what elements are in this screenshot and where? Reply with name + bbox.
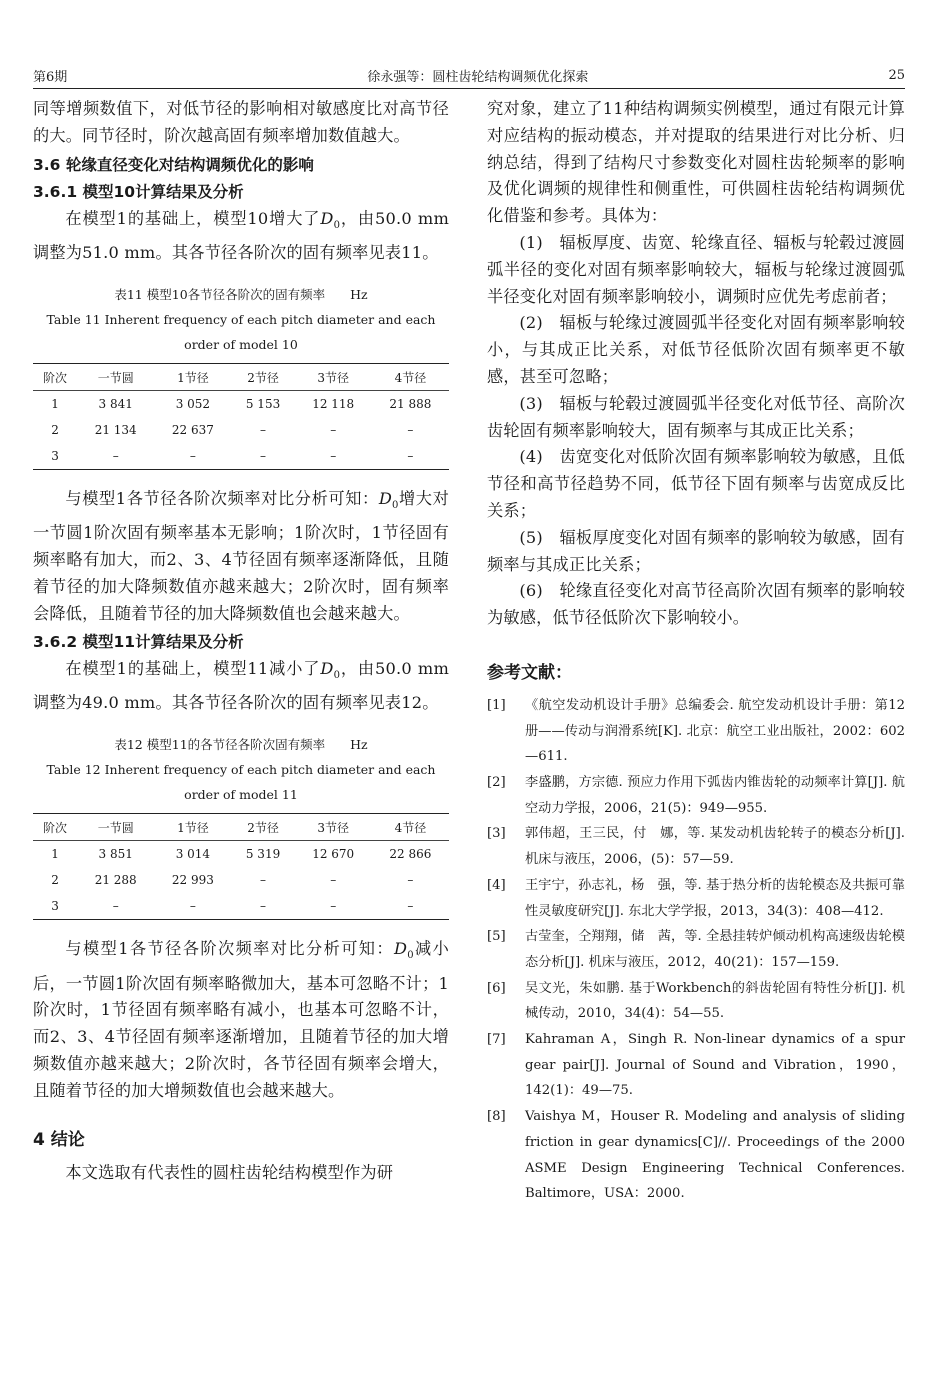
table-cell: 22 993 [171, 873, 214, 888]
table-cell: 3 052 [175, 397, 211, 412]
table-header-row [33, 814, 449, 841]
table-header-row [33, 364, 449, 391]
table-cell: 1 [51, 397, 59, 412]
reference-item: [5] 古莹奎，仝翔翔，储 茜，等. 全悬挂转炉倾动机构高速级齿轮模态分析[J]. 机床与液压，2012，40(21)：157—159. [487, 929, 905, 970]
header-rule [33, 88, 905, 89]
table-cell: – [407, 423, 414, 438]
column-header: 3节径 [317, 370, 350, 385]
table-row [33, 391, 449, 418]
table-cell: 22 866 [389, 847, 432, 862]
table-cell: 5 153 [245, 397, 281, 412]
column-header: 1节径 [177, 370, 209, 385]
page-number: 25 [888, 67, 905, 83]
table-cell: – [112, 899, 119, 914]
table-cell: 2 [51, 873, 59, 888]
column-header: 阶次 [43, 370, 68, 385]
reference-item: [2] 李盛鹏，方宗德. 预应力作用下弧齿内锥齿轮的动频率计算[J]. 航空动力学报，2006，21(5)：949—955. [487, 775, 905, 816]
table-cell: 3 841 [98, 397, 133, 412]
column-header: 2节径 [247, 820, 279, 835]
table-cell: 3 014 [175, 847, 211, 862]
paragraph: 究对象，建立了11种结构调频实例模型，通过有限元计算对应结构的振动模态，并对提取的结果进行对比分析、归纳总结，得到了结构尺寸参数变化对圆柱齿轮频率的影响及优化调频的规律性和侧重性，可供圆柱齿轮结构调频优化借鉴和参考。具体为： [487, 99, 905, 226]
table-row [33, 867, 449, 893]
column-header: 3节径 [317, 820, 350, 835]
table-caption-en: Table 11 Inherent frequency of each pitch diameter and each order of model 10 [46, 312, 436, 353]
reference-item: [6] 吴文光，朱如鹏. 基于Workbench的斜齿轮固有特性分析[J]. 机械传动，2010，34(4)：54—55. [487, 980, 905, 1022]
conclusion-item: (3) 辐板与轮毂过渡圆弧半径变化对低节径、高阶次齿轮固有频率影响较大，固有频率与其成正比关系； [487, 393, 905, 440]
table-cell: – [407, 899, 414, 914]
table-cell: 21 888 [389, 397, 432, 412]
conclusion-item: (1) 辐板厚度、齿宽、轮缘直径、辐板与轮毂过渡圆弧半径的变化对固有频率影响较大，辐板与轮缘过渡圆弧半径变化对固有频率影响较小，调频时应优先考虑前者； [487, 232, 905, 306]
running-header [33, 64, 905, 86]
table-cell: 22 637 [171, 423, 214, 438]
column-header: 一节圆 [97, 820, 134, 835]
references-heading: 参考文献： [487, 662, 572, 683]
table-cell: 21 288 [94, 873, 137, 888]
paragraph: 同等增频数值下，对低节径的影响相对敏感度比对高节径的大。同节径时，阶次越高固有频率增加数值越大。 [33, 99, 449, 145]
section-heading: 4 结论 [33, 1130, 85, 1151]
table-row [33, 841, 449, 868]
conclusion-item: (4) 齿宽变化对低阶次固有频率影响较为敏感，且低节径和高节径趋势不同，低节径下固有频率与齿宽成反比关系； [487, 447, 905, 520]
table-cell: – [112, 449, 119, 464]
column-header: 2节径 [247, 370, 279, 385]
paragraph: 与模型1各节径各阶次频率对比分析可知：$D_0$增大对一节圆1阶次固有频率基本无影响；1阶次时，1节径固有频率略有加大，而2、3、4节径固有频率逐渐降低，且随着节径的加大降频数值亦越来越大；2阶次时，固有频率会降低，且随着节径的加大降频数值也会越来越大。 [33, 489, 449, 623]
column-header: 4节径 [394, 820, 427, 835]
reference-item: [7] Kahraman A，Singh R. Non-linear dynamics of a spur gear pair[J]. Journal of Sound and Vibration，1990，142(1)：49—75. [487, 1032, 905, 1099]
table-cell: – [330, 449, 337, 464]
table-11 [33, 282, 449, 470]
table-cell: – [330, 899, 337, 914]
subsection-heading: 3.6.1 模型10计算结果及分析 [33, 182, 244, 201]
subsection-heading: 3.6.2 模型11计算结果及分析 [33, 632, 244, 651]
table-cell: – [260, 899, 267, 914]
table-caption-cn: 表11 模型10各节径各阶次的固有频率 Hz [114, 287, 368, 303]
table-cell: – [189, 449, 196, 464]
reference-item: [8] Vaishya M，Houser R. Modeling and analysis of sliding friction in gear dynamics[C]//. Proceedings of the 2000 ASME Design Engineering Technical Conferences. Baltimore，USA：2000. [487, 1109, 905, 1202]
table-cell: – [260, 449, 267, 464]
paragraph: 与模型1各节径各阶次频率对比分析可知：$D_0$减小后，一节圆1阶次固有频率略微加大，基本可忽略不计；1阶次时，1节径固有频率略有减小，也基本可忽略不计，而2、3、4节径固有频率逐渐增加，且随着节径的加大增频数值亦越来越大；2阶次时，各节径固有频率会增大，且随着节径的加大增频数值也会越来越大。 [33, 939, 449, 1100]
table-cell: 12 670 [312, 847, 355, 862]
column-header: 1节径 [177, 820, 209, 835]
table-row [33, 443, 449, 470]
table-cell: – [407, 873, 414, 888]
running-title: 徐永强等：圆柱齿轮结构调频优化探索 [367, 69, 589, 85]
frequency-table [33, 813, 449, 920]
frequency-table [33, 363, 449, 470]
conclusion-item: (5) 辐板厚度变化对固有频率的影响较为敏感，固有频率与其成正比关系； [487, 527, 905, 574]
table-cell: 5 319 [245, 847, 281, 862]
table-cell: 21 134 [94, 423, 137, 438]
conclusion-item: (6) 轮缘直径变化对高节径高阶次固有频率的影响较为敏感，低节径低阶次下影响较小。 [487, 581, 905, 628]
table-cell: – [330, 423, 337, 438]
paragraph: 在模型1的基础上，模型11减小了$D_0$，由50.0 mm调整为49.0 mm。其各节径各阶次的固有频率见表12。 [33, 658, 449, 712]
reference-item: [4] 王宇宁，孙志礼，杨 强，等. 基于热分析的齿轮模态及共振可靠性灵敏度研究[J]. 东北大学学报，2013，34(3)：408—412. [487, 877, 905, 919]
reference-list [487, 693, 905, 1207]
issue-number: 第6期 [33, 69, 68, 85]
table-cell: 2 [51, 423, 59, 438]
section-heading: 3.6 轮缘直径变化对结构调频优化的影响 [33, 155, 314, 174]
table-cell: – [407, 449, 414, 464]
table-cell: – [189, 899, 196, 914]
left-column [33, 96, 449, 1187]
right-column [487, 96, 905, 1207]
reference-item: [3] 郭伟超，王三民，付 娜，等. 某发动机齿轮转子的模态分析[J]. 机床与液压，2006，(5)：57—59. [487, 826, 905, 868]
reference-item: [1] 《航空发动机设计手册》总编委会. 航空发动机设计手册：第12册——传动与润滑系统[K]. 北京：航空工业出版社，2002：602—611. [487, 697, 905, 765]
paragraph: 本文选取有代表性的圆柱齿轮结构模型作为研 [65, 1163, 394, 1183]
column-header: 4节径 [394, 370, 427, 385]
table-cell: 3 [51, 899, 59, 914]
table-caption-cn: 表12 模型11的各节径各阶次固有频率 Hz [114, 737, 368, 753]
table-row [33, 893, 449, 920]
table-cell: 3 851 [98, 847, 133, 862]
table-12 [33, 732, 449, 920]
table-cell: – [330, 873, 337, 888]
conclusion-item: (2) 辐板与轮缘过渡圆弧半径变化对固有频率影响较小，与其成正比关系，对低节径低阶次固有频率更不敏感，甚至可忽略； [487, 313, 905, 386]
table-caption-en: Table 12 Inherent frequency of each pitch diameter and each order of model 11 [46, 762, 436, 803]
table-row [33, 417, 449, 443]
column-header: 一节圆 [97, 370, 134, 385]
table-cell: 1 [51, 847, 59, 862]
table-cell: – [260, 423, 267, 438]
table-cell: 3 [51, 449, 59, 464]
table-cell: – [260, 873, 267, 888]
paragraph: 在模型1的基础上，模型10增大了$D_0$，由50.0 mm调整为51.0 mm。其各节径各阶次的固有频率见表11。 [33, 208, 449, 262]
column-header: 阶次 [43, 820, 68, 835]
table-cell: 12 118 [312, 397, 355, 412]
